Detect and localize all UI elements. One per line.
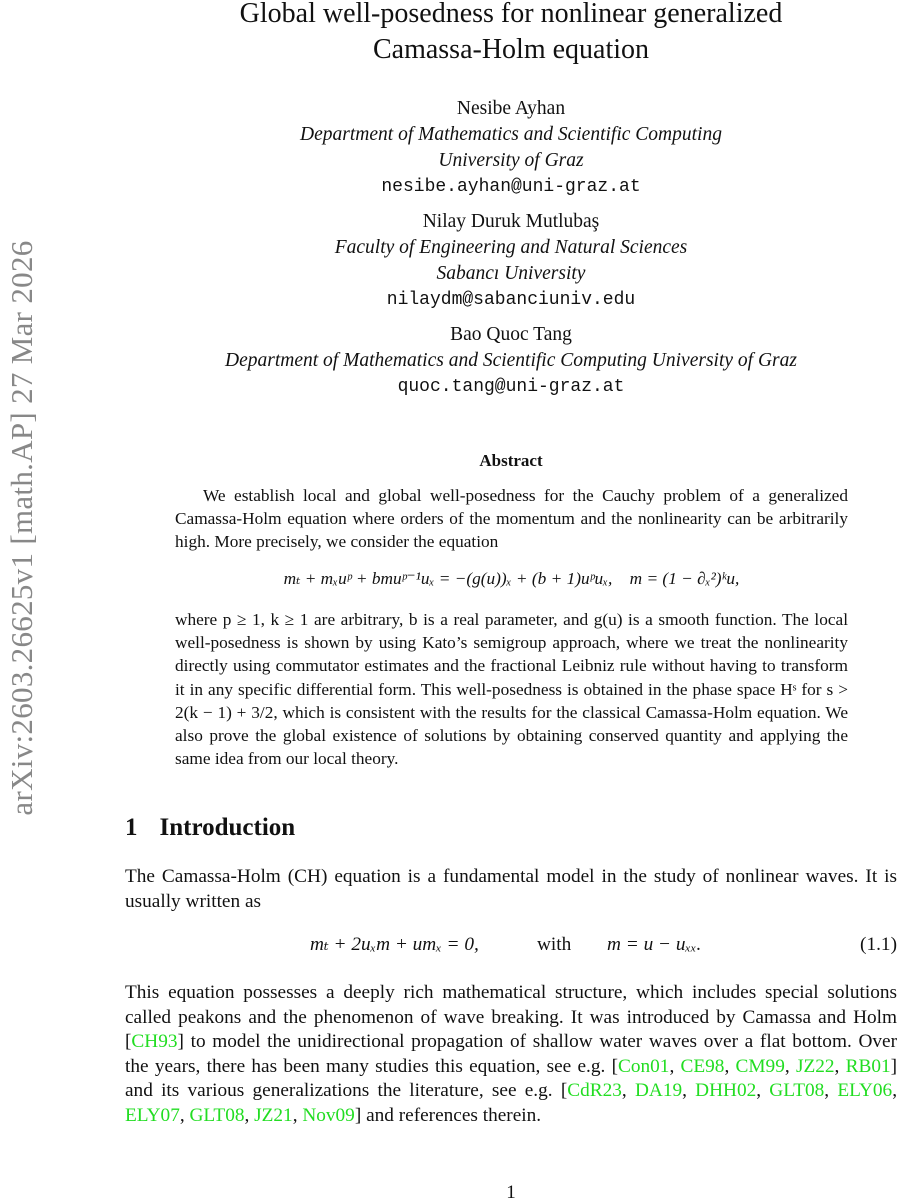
- citation-link[interactable]: CM99: [735, 1055, 785, 1077]
- abstract-paragraph-2: where p ≥ 1, k ≥ 1 are arbitrary, b is a real parameter, and g(u) is a smooth function. The local well-posedness is shown by using Kato’s semigroup approach, where we treat the nonlinearity directly using commutator estimates and the fractional Leibniz rule without having to transform it in any specific differential form. This well-posedness is obtained in the phase space Hˢ for s > 2(k − 1) + 3/2, which is consistent with the results for the classical Camassa-Holm equation. We also prove the global existence of solutions by obtaining conserved quantity and applying the same idea from our local theory.: [175, 610, 848, 769]
- author-affiliation: Sabancı University: [436, 263, 586, 284]
- citation-separator: ,: [834, 1055, 846, 1077]
- author-affiliation: Faculty of Engineering and Natural Sciences: [334, 237, 688, 258]
- section-title: Introduction: [159, 814, 296, 841]
- equation-m: m = u − uₓₓ.: [607, 934, 702, 955]
- text: ] and references therein.: [354, 1104, 542, 1126]
- intro-equation-row: [125, 933, 897, 958]
- author-email[interactable]: nesibe.ayhan@uni-graz.at: [381, 177, 641, 197]
- author-block-3: [125, 322, 897, 400]
- citation-link[interactable]: CH93: [131, 1031, 178, 1053]
- intro-paragraph-1: The Camassa-Holm (CH) equation is a fundamental model in the study of nonlinear waves. It is usually written as: [125, 866, 897, 912]
- citation-link[interactable]: GLT08: [189, 1104, 245, 1126]
- citation-link[interactable]: JZ21: [254, 1104, 293, 1126]
- text: ] to model the unidirectional propagation of shallow water waves over a flat bottom. Over the years, there has been many studies this equation, see e.g. [: [125, 1031, 897, 1077]
- abstract-heading: Abstract: [479, 451, 543, 470]
- author-email[interactable]: nilaydm@sabanciuniv.edu: [386, 290, 636, 310]
- citation-separator: ,: [892, 1080, 897, 1102]
- author-name: Bao Quoc Tang: [450, 324, 572, 345]
- citation-link[interactable]: JZ22: [795, 1055, 835, 1077]
- text: This equation possesses a deeply rich mathematical structure, which includes special solutions called peakons and the phenomenon of wave breaking. It was introduced by Camassa and Holm [: [125, 982, 897, 1053]
- equation-number: (1.1): [860, 934, 897, 955]
- citation-link[interactable]: DHH02: [695, 1080, 757, 1102]
- abstract-paragraph-1: We establish local and global well-posedness for the Cauchy problem of a generalized Camassa-Holm equation where orders of the momentum and the nonlinearity can be arbitrarily high. More precisely, we consider the equation: [175, 486, 848, 552]
- arxiv-stamp: arXiv:2603.26625v1 [math.AP] 27 Mar 2026: [4, 240, 39, 816]
- equation-lhs: mₜ + 2uₓm + umₓ = 0,: [310, 934, 479, 955]
- author-email[interactable]: quoc.tang@uni-graz.at: [397, 377, 625, 397]
- citation-link[interactable]: Con01: [618, 1055, 670, 1077]
- citation-link[interactable]: GLT08: [769, 1080, 825, 1102]
- section-number: 1: [125, 814, 138, 841]
- title-line-2: Camassa-Holm equation: [372, 34, 650, 65]
- citation-separator: ,: [824, 1080, 838, 1102]
- citation-separator: ,: [756, 1080, 770, 1102]
- intro-paragraph-2: [125, 981, 897, 1129]
- citation-link[interactable]: DA19: [634, 1080, 683, 1102]
- citation-separator: ,: [682, 1080, 696, 1102]
- citation-separator: ,: [784, 1055, 796, 1077]
- equation-with: with: [537, 934, 572, 955]
- citation-separator: ,: [179, 1104, 190, 1126]
- citation-separator: ,: [292, 1104, 303, 1126]
- section-heading: [125, 814, 317, 842]
- paper-title: [125, 0, 897, 68]
- citation-separator: ,: [724, 1055, 736, 1077]
- citation-link[interactable]: CE98: [680, 1055, 725, 1077]
- citation-separator: ,: [244, 1104, 255, 1126]
- author-affiliation: University of Graz: [438, 150, 584, 171]
- abstract-equation: mₜ + mₓuᵖ + bmuᵖ⁻¹uₓ = −(g(u))ₓ + (b + 1)uᵖuₓ, m = (1 − ∂ₓ²)ᵏu,: [283, 569, 740, 588]
- citation-group: [618, 1056, 891, 1077]
- citation-link[interactable]: ELY06: [837, 1080, 893, 1102]
- author-block-2: [125, 209, 897, 313]
- citation-separator: ,: [669, 1055, 681, 1077]
- citation-link[interactable]: RB01: [845, 1055, 891, 1077]
- author-affiliation: Department of Mathematics and Scientific Computing University of Graz: [225, 350, 797, 371]
- citation-link[interactable]: CdR23: [567, 1080, 622, 1102]
- author-name: Nilay Duruk Mutlubaş: [422, 211, 600, 232]
- title-line-1: Global well-posedness for nonlinear generalized: [239, 0, 783, 29]
- author-block-1: [125, 96, 897, 200]
- author-name: Nesibe Ayhan: [456, 98, 566, 119]
- citation-link[interactable]: ELY07: [125, 1104, 180, 1126]
- text: ] and its various generalizations the literature, see e.g. [: [125, 1055, 897, 1102]
- page-number: 1: [506, 1182, 516, 1203]
- citation-link[interactable]: Nov09: [302, 1104, 355, 1126]
- citation-separator: ,: [621, 1080, 635, 1102]
- author-affiliation: Department of Mathematics and Scientific Computing: [300, 124, 722, 145]
